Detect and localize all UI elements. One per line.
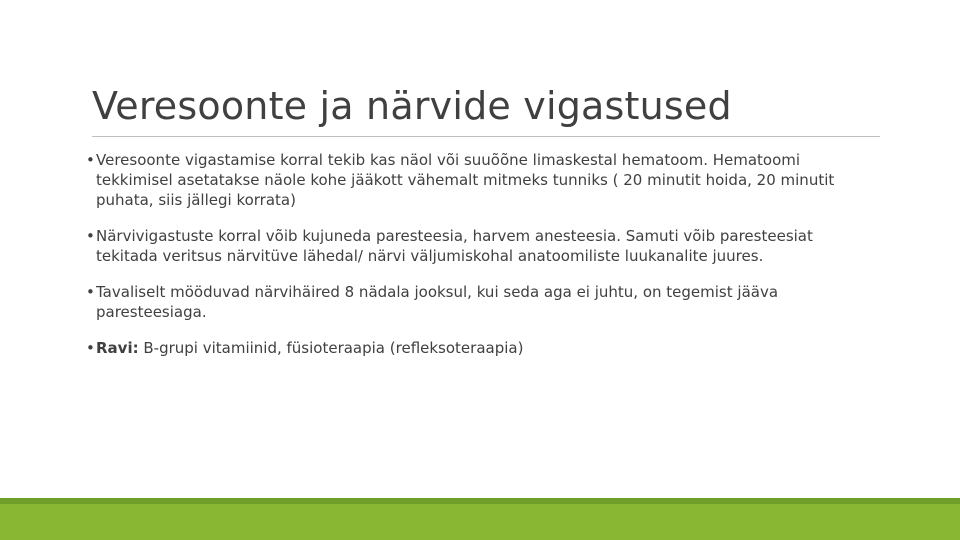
bullet-text: B-grupi vitamiinid, füsioteraapia (refleksoteraapia) bbox=[138, 339, 524, 357]
bullet-item bbox=[86, 150, 876, 210]
bullet-dot: • bbox=[86, 283, 95, 301]
bullet-item bbox=[86, 338, 876, 358]
bullet-text: Veresoonte vigastamise korral tekib kas näol või suuõõne limaskestal hematoom. Hematoomi tekkimisel asetatakse näole kohe jääkott vähemalt mitmeks tunniks ( 20 minutit hoida, 20 minutit puhata, siis jällegi korrata) bbox=[96, 151, 835, 209]
bullet-list bbox=[86, 150, 876, 358]
bullet-dot: • bbox=[86, 339, 95, 357]
bullet-item bbox=[86, 282, 876, 322]
bottom-accent-bar-edge bbox=[0, 498, 960, 504]
bullet-text: Tavaliselt mööduvad närvihäired 8 nädala jooksul, kui seda aga ei juhtu, on tegemist jääva paresteesiaga. bbox=[96, 283, 779, 321]
title-divider bbox=[92, 136, 880, 137]
bullet-dot: • bbox=[86, 227, 95, 245]
bottom-accent-bar bbox=[0, 498, 960, 540]
slide-title: Veresoonte ja närvide vigastused bbox=[92, 84, 732, 128]
bullet-dot: • bbox=[86, 151, 95, 169]
bullet-text: Närvivigastuste korral võib kujuneda paresteesia, harvem anesteesia. Samuti võib paresteesiat tekitada veritsus närvitüve lähedal/ närvi väljumiskohal anatoomiliste luukanalite juures. bbox=[96, 227, 813, 265]
bullet-lead-treatment: Ravi: bbox=[96, 339, 139, 357]
bullet-item bbox=[86, 226, 876, 266]
